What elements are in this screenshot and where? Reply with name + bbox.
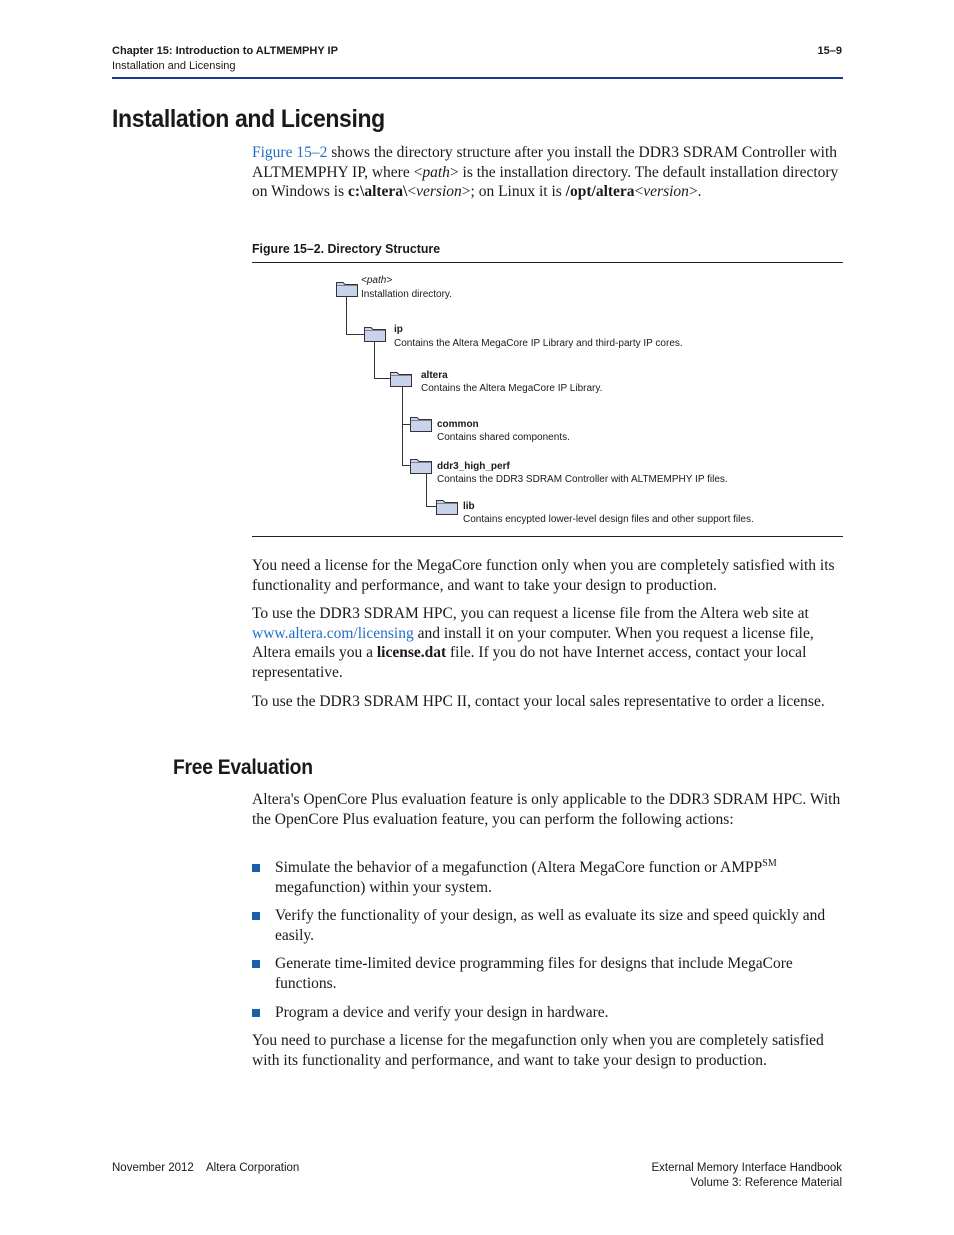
- free-eval-closing: You need to purchase a license for the megafunction only when you are completely satisfied with its functionality and performance, and want to take your design to production.: [252, 1032, 824, 1069]
- tree-connector: [426, 473, 436, 507]
- folder-icon: [410, 415, 432, 432]
- subsection-heading: Free Evaluation: [173, 756, 313, 779]
- figure-bottom-rule: [252, 536, 843, 537]
- dir-desc-ddr3: Contains the DDR3 SDRAM Controller with ALTMEMPHY IP files.: [437, 474, 728, 485]
- dir-name-ip: ip: [394, 324, 403, 335]
- license-paragraph-2: To use the DDR3 SDRAM HPC, you can request a license file from the Altera web site at www.altera.com/licensing and install it on your computer. When you request a license file, Altera emails you a license.dat file. If you do not have Internet access, contact your local representative.: [252, 605, 814, 681]
- header-rule: [112, 77, 843, 79]
- tree-connector: [374, 341, 390, 379]
- figure-link[interactable]: Figure 15–2: [252, 144, 328, 161]
- dir-name-common: common: [437, 419, 479, 430]
- linux-directory: /opt/altera: [565, 183, 635, 201]
- bullet-icon: [252, 1009, 260, 1017]
- free-eval-intro: Altera's OpenCore Plus evaluation feature is only applicable to the DDR3 SDRAM HPC. With the OpenCore Plus evaluation feature, you can perform the following actions:: [252, 791, 841, 828]
- dir-desc-common: Contains shared components.: [437, 432, 570, 443]
- footer-right-title: External Memory Interface Handbook: [651, 1162, 842, 1174]
- dir-desc-lib: Contains encypted lower-level design files and other support files.: [463, 514, 754, 525]
- running-header-chapter: Chapter 15: Introduction to ALTMEMPHY IP: [112, 45, 338, 57]
- folder-icon: [364, 325, 386, 342]
- license-paragraph-1: You need a license for the MegaCore function only when you are completely satisfied with its functionality and performance, and want to take your design to production.: [252, 557, 835, 594]
- tree-connector: [402, 424, 410, 425]
- dir-desc-path: Installation directory.: [361, 289, 452, 300]
- figure-top-rule: [252, 262, 843, 263]
- footer-left: November 2012 Altera Corporation: [112, 1162, 300, 1174]
- dir-desc-altera: Contains the Altera MegaCore IP Library.: [421, 383, 603, 394]
- licensing-link[interactable]: www.altera.com/licensing: [252, 624, 414, 642]
- bullet-icon: [252, 864, 260, 872]
- section-heading: Installation and Licensing: [112, 105, 385, 133]
- dir-name-altera: altera: [421, 370, 448, 381]
- tree-connector: [402, 465, 410, 466]
- page-number: 15–9: [817, 45, 842, 57]
- tree-connector: [346, 297, 364, 335]
- dir-name-ddr3: ddr3_high_perf: [437, 461, 510, 472]
- folder-icon: [390, 370, 412, 387]
- tree-connector: [402, 387, 410, 465]
- license-file-name: license.dat: [376, 644, 447, 662]
- folder-icon: [436, 498, 458, 515]
- intro-paragraph: Figure 15–2 shows the directory structure after you install the DDR3 SDRAM Controller with ALTMEMPHY IP, where <path> is the installation directory. The default installation directory on Windows is c:\altera\<version>; on Linux it is /opt/altera<version>.: [252, 144, 839, 201]
- dir-name-path: <path>: [361, 275, 393, 286]
- figure-title: Figure 15–2. Directory Structure: [252, 241, 441, 256]
- bullet-icon: [252, 960, 260, 968]
- bullet-icon: [252, 912, 260, 920]
- running-header-section: Installation and Licensing: [112, 60, 236, 72]
- folder-icon: [410, 457, 432, 474]
- folder-icon: [336, 280, 358, 297]
- dir-name-lib: lib: [463, 501, 475, 512]
- license-paragraph-3: To use the DDR3 SDRAM HPC II, contact your local sales representative to order a license.: [252, 693, 825, 710]
- windows-directory: c:\altera\: [347, 183, 408, 201]
- footer-right-volume: Volume 3: Reference Material: [690, 1177, 842, 1189]
- dir-desc-ip: Contains the Altera MegaCore IP Library and third-party IP cores.: [394, 338, 683, 349]
